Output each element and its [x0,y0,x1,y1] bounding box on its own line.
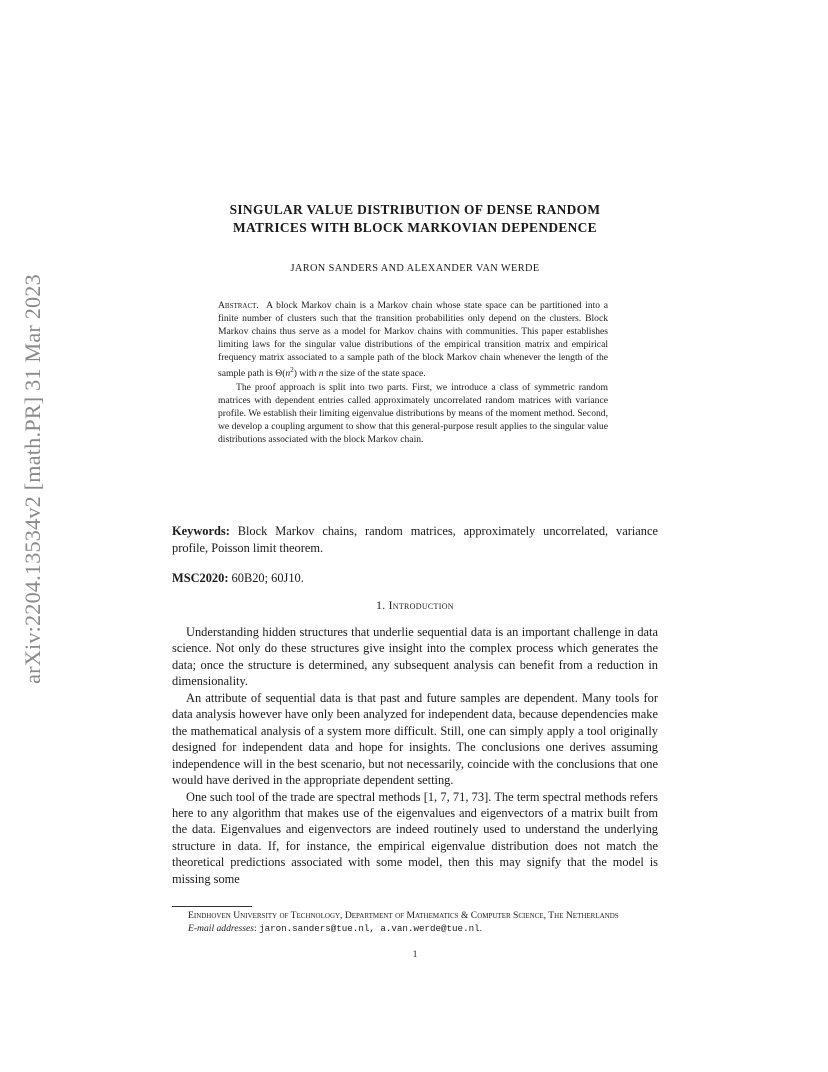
msc-label: MSC2020: [172,571,229,585]
email-end: . [479,923,483,934]
abstract-text-1: A block Markov chain is a Markov chain whose state space can be partitioned into a finite number of clusters such that the transition probabilities only depend on the clusters. Block Markov chains thus serve as a model for Markov chains with communities. This paper establishes limiting laws for the singular value distributions of the empirical transition matrix and empirical frequency matrix associated to a sample path of the block Markov chain whenever the length of the sample path is Θ( [218,300,608,380]
footnote [172,909,658,935]
math-n-2: n [318,368,324,380]
email-line [172,922,658,935]
abstract-label: Abstract. [218,300,259,311]
page-number: 1 [412,949,418,960]
email-separator: : [254,923,260,934]
body-text [172,624,658,887]
affiliation: Eindhoven University of Technology, Department of Mathematics & Computer Science, The Netherlands [188,910,619,921]
keywords-label: Keywords: [172,524,230,538]
abstract-text-3: the size of the state space. [323,368,426,380]
footnote-rule [172,906,252,907]
abstract-paragraph-1 [218,299,608,381]
title-line-2: MATRICES WITH BLOCK MARKOVIAN DEPENDENCE [233,220,597,235]
arxiv-sidebar-stamp [18,266,48,691]
section-number: 1. [376,599,389,612]
body-paragraph: One such tool of the trade are spectral methods [1, 7, 71, 73]. The term spectral methods refers here to any algorithm that makes use of the eigenvalues and eigenvectors of a matrix built from the data. Eigenvalues and eigenvectors are indeed routinely used to understand the underlying structure in data. If, for instance, the empirical eigenvalue distribution does not match the theoretical predictions associated with some model, then this may signify that the model is missing some [172,789,658,886]
arxiv-identifier: arXiv:2204.13534v2 [math.PR] 31 Mar 2023 [20,273,45,684]
email-label: E-mail addresses [188,923,254,934]
abstract-paragraph-2: The proof approach is split into two parts. First, we introduce a class of symmetric random matrices with dependent entries called approximately uncorrelated random matrices with variance profile. We establish their limiting eigenvalue distributions by means of the moment method. Second, we develop a coupling argument to show that this general-purpose result applies to the singular value distributions associated with the block Markov chain. [218,381,608,446]
title-line-1: SINGULAR VALUE DISTRIBUTION OF DENSE RANDOM [229,202,601,217]
keywords [172,523,658,556]
section-title: Introduction [388,599,454,612]
abstract [218,299,608,446]
body-paragraph: Understanding hidden structures that underlie sequential data is an important challenge in data science. Not only do these structures give insight into the complex process which generates the data; once the structure is determined, any subsequent analysis can benefit from a reduction in dimensionality. [172,625,658,689]
abstract-text-2: ) with [293,368,319,380]
keywords-text: Block Markov chains, random matrices, approximately uncorrelated, variance profile, Poisson limit theorem. [172,524,658,555]
email-addresses: jaron.sanders@tue.nl, a.van.werde@tue.nl [259,923,480,934]
math-n: n [285,368,291,380]
msc-classification [172,570,658,586]
section-heading [172,599,658,612]
math-exponent: 2 [290,366,294,375]
paper-authors: JARON SANDERS AND ALEXANDER VAN WERDE [290,263,540,274]
msc-text: 60B20; 60J10. [228,571,304,585]
body-paragraph: An attribute of sequential data is that past and future samples are dependent. Many tools for data analysis however have only been analyzed for independent data, because dependencies make the mathematical analysis of a system more difficult. Still, one can simply apply a tool originally designed for independent data and hope for insights. The conclusions one derives assuming independence will in the best scenario, but not necessarily, coincide with the conclusions that one would have derived in the appropriate dependent setting. [172,690,658,788]
paper-title [172,201,658,237]
